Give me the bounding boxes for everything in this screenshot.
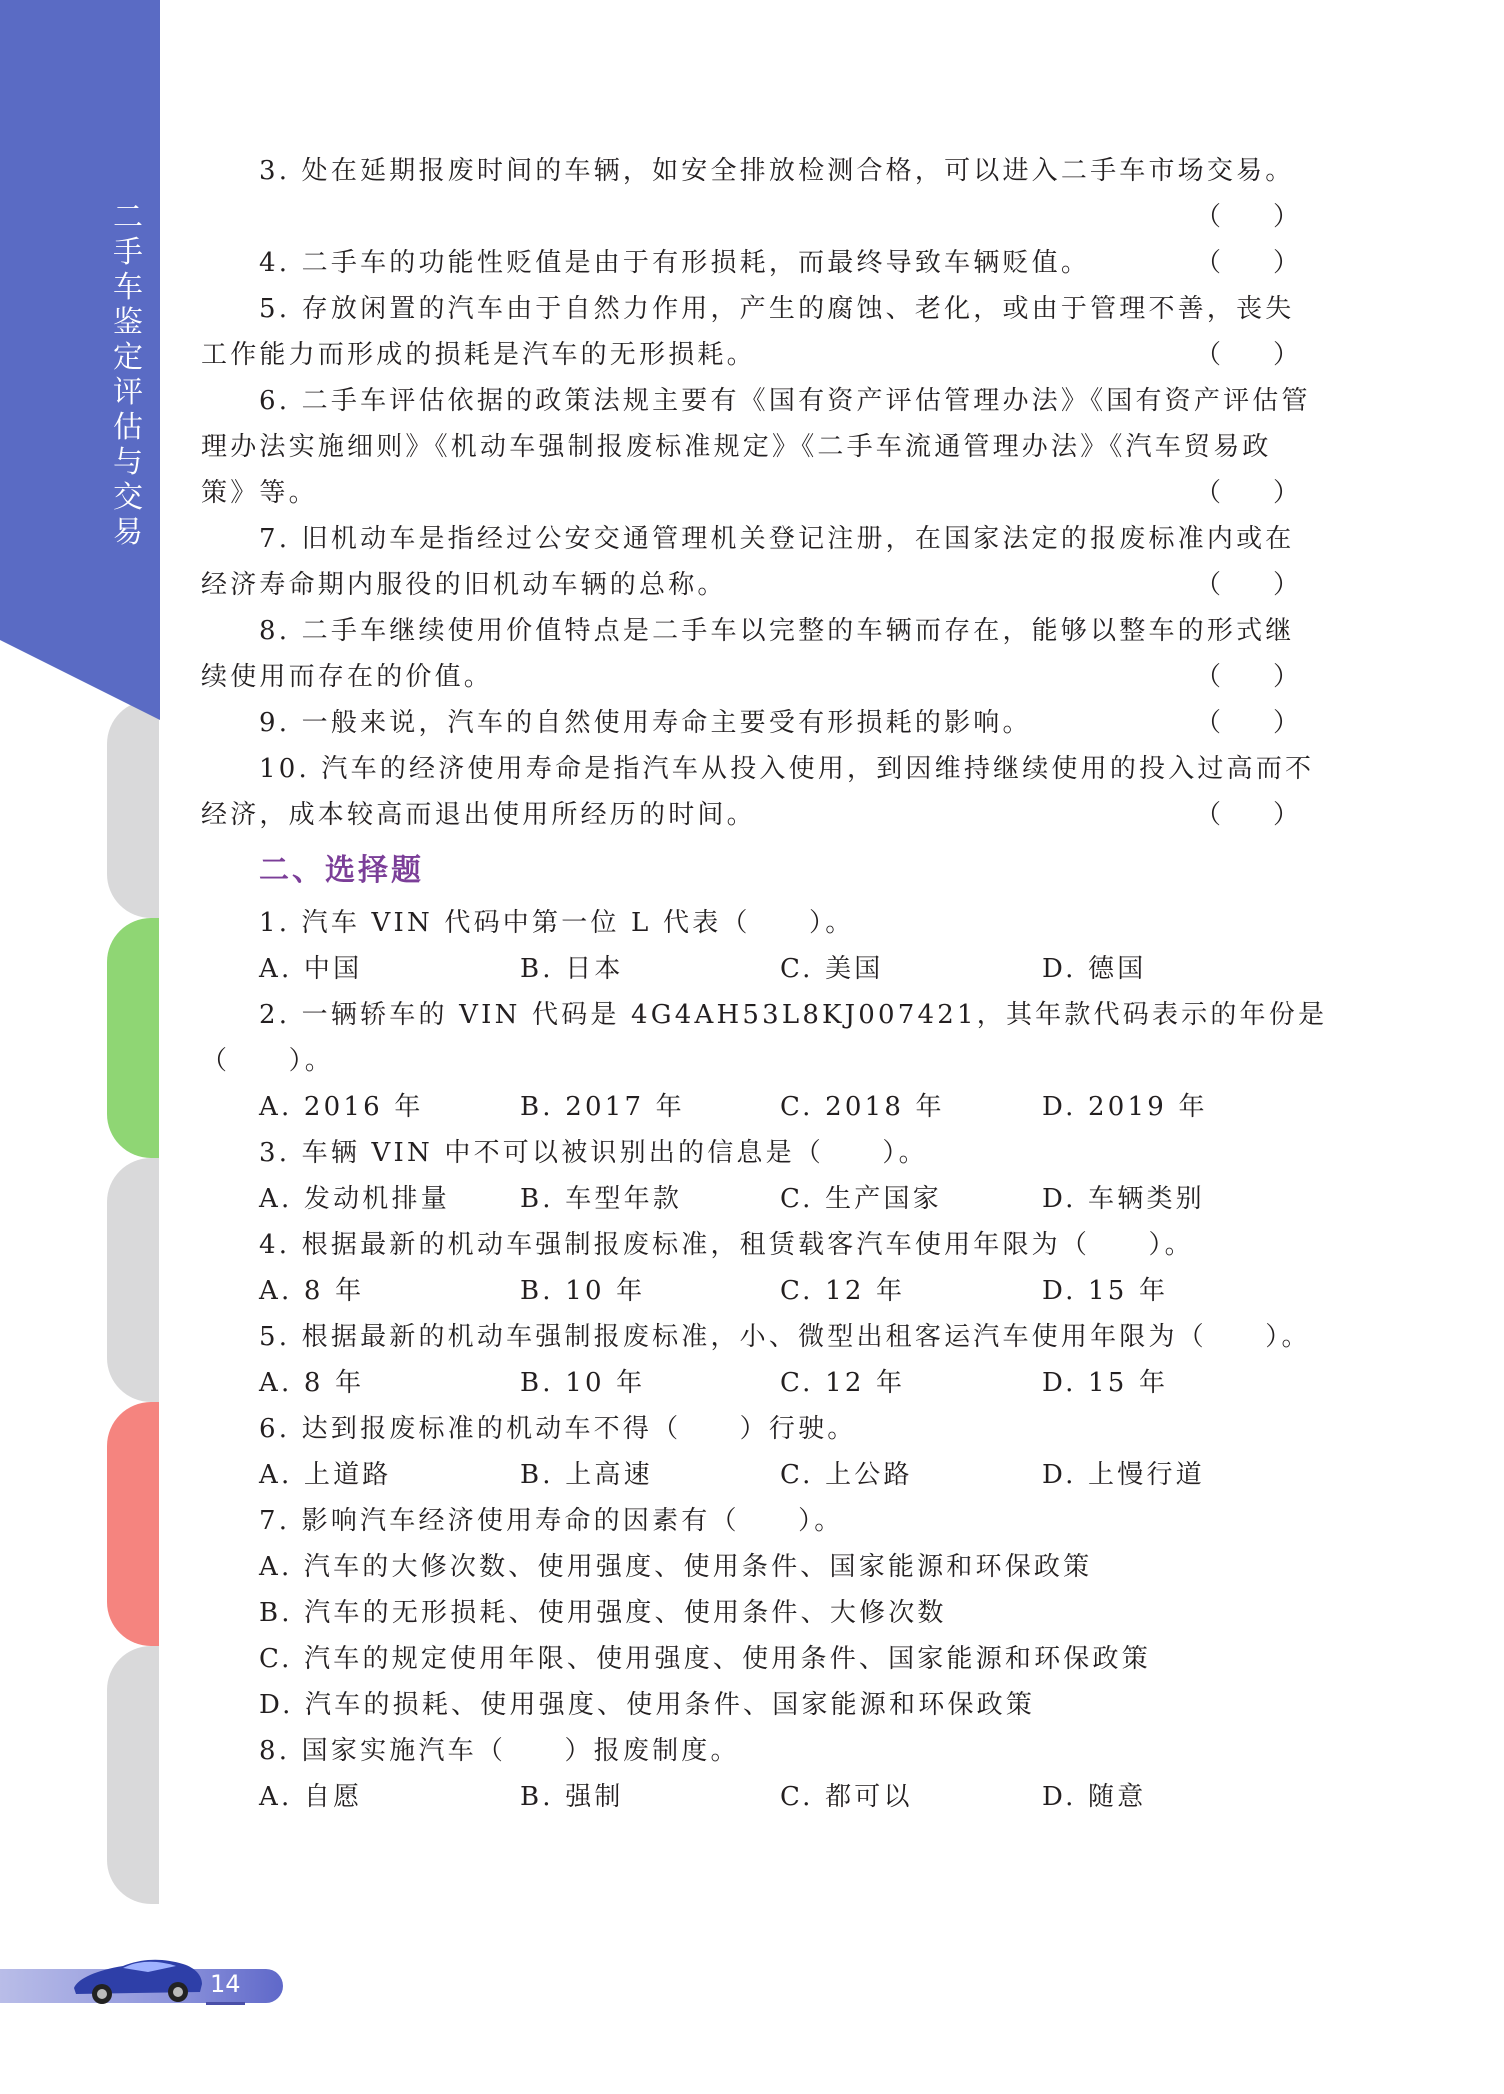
option: C. 12 年: [780, 1368, 906, 1398]
options-row: [259, 1360, 1299, 1406]
question-line: （ ）。: [201, 1046, 335, 1076]
section-title: 二、选择题: [259, 853, 424, 888]
judgement-line: [259, 378, 1311, 424]
question-line: D. 汽车的损耗、使用强度、使用条件、国家能源和环保政策: [259, 1690, 1036, 1720]
option: A. 上道路: [259, 1460, 392, 1490]
judgement-line: [259, 746, 1315, 792]
options-row: [259, 1084, 1299, 1130]
option: B. 2017 年: [520, 1092, 685, 1122]
judgement-line: [201, 424, 1299, 470]
answer-blank: （ ）: [1194, 478, 1299, 508]
judgement-line: [259, 608, 1299, 654]
line-text: 10. 汽车的经济使用寿命是指汽车从投入使用，到因维持继续使用的投入过高而不: [259, 754, 1315, 784]
judgement-line: [201, 470, 1299, 516]
option: A. 8 年: [259, 1368, 365, 1398]
question-line: 6. 达到报废标准的机动车不得（ ）行驶。: [259, 1414, 857, 1444]
judgement-line: [201, 194, 1299, 240]
line-text: 6. 二手车评估依据的政策法规主要有《国有资产评估管理办法》《国有资产评估管: [259, 386, 1311, 416]
answer-blank: （ ）: [1194, 202, 1299, 232]
option: A. 自愿: [259, 1782, 363, 1812]
line-text: 4. 二手车的功能性贬值是由于有形损耗，而最终导致车辆贬值。: [259, 248, 1091, 278]
judgement-line: [201, 654, 1299, 700]
question-line: C. 汽车的规定使用年限、使用强度、使用条件、国家能源和环保政策: [259, 1644, 1151, 1674]
option: A. 中国: [259, 954, 363, 984]
judgement-line: [201, 792, 1299, 838]
question-line: 1. 汽车 VIN 代码中第一位 L 代表（ ）。: [259, 908, 855, 938]
option: D. 随意: [1042, 1782, 1147, 1812]
judgement-line: [201, 562, 1299, 608]
judgement-line: [259, 148, 1299, 194]
answer-blank: （ ）: [1194, 800, 1299, 830]
book-title: 二手车鉴定评估与交易: [113, 200, 143, 550]
option: C. 12 年: [780, 1276, 906, 1306]
option: D. 德国: [1042, 954, 1147, 984]
option: B. 车型年款: [520, 1184, 683, 1214]
line-text: 经济，成本较高而退出使用所经历的时间。: [201, 800, 756, 830]
option: B. 强制: [520, 1782, 624, 1812]
judgement-line: [259, 516, 1299, 562]
options-row: [259, 1452, 1299, 1498]
option: A. 发动机排量: [259, 1184, 450, 1214]
line-text: 9. 一般来说，汽车的自然使用寿命主要受有形损耗的影响。: [259, 708, 1032, 738]
options-row: [259, 1176, 1299, 1222]
option: D. 上慢行道: [1042, 1460, 1205, 1490]
judgement-line: [259, 240, 1299, 286]
answer-blank: （ ）: [1194, 570, 1299, 600]
option: C. 都可以: [780, 1782, 913, 1812]
line-text: 理办法实施细则》《机动车强制报废标准规定》《二手车流通管理办法》《汽车贸易政: [201, 432, 1272, 462]
page-number: 14: [206, 1966, 245, 2005]
question-line: 3. 车辆 VIN 中不可以被识别出的信息是（ ）。: [259, 1138, 928, 1168]
option: C. 美国: [780, 954, 884, 984]
chapter-tab-red: [107, 1402, 159, 1646]
question-line: 7. 影响汽车经济使用寿命的因素有（ ）。: [259, 1506, 844, 1536]
question-line: A. 汽车的大修次数、使用强度、使用条件、国家能源和环保政策: [259, 1552, 1093, 1582]
line-text: 8. 二手车继续使用价值特点是二手车以完整的车辆而存在，能够以整车的形式继: [259, 616, 1295, 646]
answer-blank: （ ）: [1194, 708, 1299, 738]
question-line: 4. 根据最新的机动车强制报废标准，租赁载客汽车使用年限为（ ）。: [259, 1230, 1194, 1260]
line-text: 策》等。: [201, 478, 318, 508]
judgement-line: [259, 286, 1299, 332]
question-line: 8. 国家实施汽车（ ）报废制度。: [259, 1736, 740, 1766]
line-text: 经济寿命期内服役的旧机动车辆的总称。: [201, 570, 727, 600]
options-row: [259, 1268, 1299, 1314]
chapter-tab-gray: [107, 700, 159, 918]
option: B. 上高速: [520, 1460, 653, 1490]
option: C. 上公路: [780, 1460, 913, 1490]
car-icon: [68, 1948, 208, 2008]
line-text: 5. 存放闲置的汽车由于自然力作用，产生的腐蚀、老化，或由于管理不善，丧失: [259, 294, 1295, 324]
line-text: 7. 旧机动车是指经过公安交通管理机关登记注册，在国家法定的报废标准内或在: [259, 524, 1295, 554]
question-line: 5. 根据最新的机动车强制报废标准，小、微型出租客运汽车使用年限为（ ）。: [259, 1322, 1311, 1352]
option: B. 10 年: [520, 1368, 646, 1398]
options-row: [259, 946, 1299, 992]
chapter-tab-gray: [107, 1646, 159, 1904]
question-line: B. 汽车的无形损耗、使用强度、使用条件、大修次数: [259, 1598, 947, 1628]
option: D. 15 年: [1042, 1368, 1169, 1398]
judgement-line: [259, 700, 1299, 746]
answer-blank: （ ）: [1194, 340, 1299, 370]
option: C. 2018 年: [780, 1092, 945, 1122]
option: B. 日本: [520, 954, 624, 984]
options-row: [259, 1774, 1299, 1820]
line-text: 工作能力而形成的损耗是汽车的无形损耗。: [201, 340, 756, 370]
line-text: 续使用而存在的价值。: [201, 662, 494, 692]
option: C. 生产国家: [780, 1184, 942, 1214]
option: A. 2016 年: [259, 1092, 424, 1122]
judgement-line: [201, 332, 1299, 378]
option: B. 10 年: [520, 1276, 646, 1306]
answer-blank: （ ）: [1194, 248, 1299, 278]
chapter-tab-green: [107, 918, 159, 1158]
question-line: 2. 一辆轿车的 VIN 代码是 4G4AH53L8KJ007421，其年款代码表示的年份是: [259, 1000, 1328, 1030]
chapter-tab-gray: [107, 1158, 159, 1402]
option: D. 车辆类别: [1042, 1184, 1205, 1214]
answer-blank: （ ）: [1194, 662, 1299, 692]
option: A. 8 年: [259, 1276, 365, 1306]
line-text: 3. 处在延期报废时间的车辆，如安全排放检测合格，可以进入二手车市场交易。: [259, 156, 1295, 186]
option: D. 15 年: [1042, 1276, 1169, 1306]
option: D. 2019 年: [1042, 1092, 1208, 1122]
